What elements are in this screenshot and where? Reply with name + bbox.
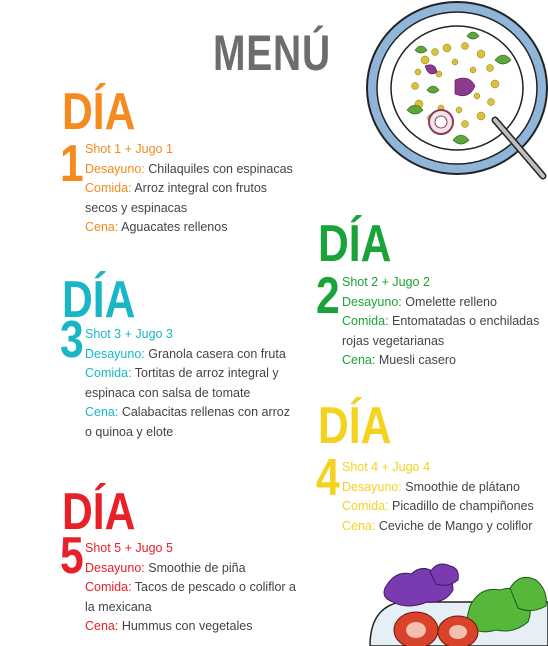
vegetables-illustration <box>360 558 548 646</box>
day-2-number: 2 <box>316 267 340 325</box>
day-5-shots: Shot 5 + Jugo 5 <box>85 541 173 555</box>
day-4-line: Desayuno: Smoothie de plátano <box>342 479 520 494</box>
day-2-line: Desayuno: Omelette relleno <box>342 294 497 309</box>
day-5-line: la mexicana <box>85 599 152 614</box>
day-2-shots: Shot 2 + Jugo 2 <box>342 275 430 289</box>
day-1-line: Comida: Arroz integral con frutos <box>85 181 268 195</box>
day-3-line: espinaca con salsa de tomate <box>85 385 251 400</box>
day-3-heading: DÍA <box>62 271 136 329</box>
day-4-number: 4 <box>316 449 340 507</box>
day-5-line: Desayuno: Smoothie de piña <box>85 560 246 575</box>
day-4-line: Cena: Ceviche de Mango y coliflor <box>342 518 533 533</box>
day-1-line: Desayuno: Chilaquiles con espinacas <box>85 161 293 176</box>
day-1-line: secos y espinacas <box>85 200 188 215</box>
day-2-line: rojas vegetarianas <box>342 333 445 348</box>
day-3-line: Desayuno: Granola casera con fruta <box>85 346 286 361</box>
day-4-heading: DÍA <box>318 397 392 455</box>
day-1-line: Cena: Aguacates rellenos <box>85 220 228 234</box>
day-5-line: Comida: Tacos de pescado o coliflor a <box>85 580 296 594</box>
day-5-line: Cena: Hummus con vegetales <box>85 619 253 633</box>
salad-bowl-illustration <box>355 0 548 205</box>
page-title: MENÚ <box>213 25 331 81</box>
day-2-line: Cena: Muesli casero <box>342 353 456 367</box>
day-1-heading: DÍA <box>62 83 136 141</box>
day-4-shots: Shot 4 + Jugo 4 <box>342 460 430 474</box>
day-5-number: 5 <box>60 527 84 585</box>
day-1-number: 1 <box>60 135 84 193</box>
day-3-line: Cena: Calabacitas rellenas con arroz <box>85 405 290 419</box>
day-5-heading: DÍA <box>62 483 136 541</box>
day-4-line: Comida: Picadillo de champiñones <box>342 499 534 513</box>
day-2-heading: DÍA <box>318 215 392 273</box>
day-1-shots: Shot 1 + Jugo 1 <box>85 142 173 156</box>
day-3-shots: Shot 3 + Jugo 3 <box>85 327 173 341</box>
day-3-number: 3 <box>60 311 84 369</box>
day-2-line: Comida: Entomatadas o enchiladas <box>342 314 540 328</box>
day-3-line: Comida: Tortitas de arroz integral y <box>85 366 279 380</box>
day-3-line: o quinoa y elote <box>85 424 174 439</box>
